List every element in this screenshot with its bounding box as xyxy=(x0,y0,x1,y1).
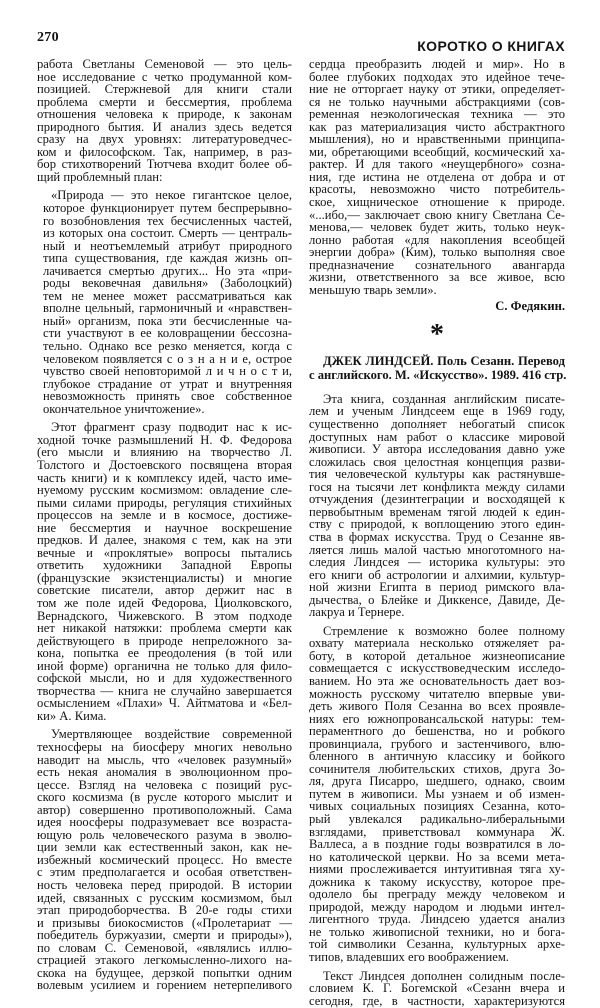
text-line: следия Линдсея — историка культуры: это xyxy=(309,555,565,570)
text-line: тем не менее может рассматриваться как xyxy=(43,288,292,303)
text-line: рактер. И для такого «неущербного» созна- xyxy=(309,157,565,172)
text-line: ность человека перед природой. В истории xyxy=(37,878,292,892)
text-line: провинциала, грубого и застенчивого, влю- xyxy=(309,736,565,751)
text-line: ное исследование с четко продуманной ком- xyxy=(37,69,292,84)
text-line: творчества — книга не случайно завершается xyxy=(37,683,292,698)
text-line: с английского. М. «Искусство». 1989. 416 стр. xyxy=(309,367,567,382)
text-line: ной жизни Египта в период римского вла- xyxy=(309,580,565,595)
text-line: цессе. Взгляд на человека с позиций рус- xyxy=(37,777,292,792)
review-signature: С. Федякин. xyxy=(495,299,565,314)
text-line: можность русскому читателю впервые уви- xyxy=(309,686,565,701)
text-line: но католической церкви. Но за всеми мета- xyxy=(309,849,565,864)
text-line: Умертвляющее воздействие современной xyxy=(51,727,292,742)
text-line: «Природа — это некое гигантское целое, xyxy=(51,188,292,203)
text-line: Стремление к возможно более полному xyxy=(323,623,565,638)
text-line: Толстого и Достоевского посвящена вторая xyxy=(37,457,292,472)
text-line: наводит на мысль, что «человек разумный» xyxy=(37,752,292,767)
text-line: ние бессмертия и научное воскрешение xyxy=(37,520,292,535)
text-line: дожника к такому искусству, которое пре- xyxy=(309,874,565,889)
text-line: Вернадского, Чижевского. В этом подходе xyxy=(37,608,292,623)
paragraph xyxy=(309,393,565,619)
text-line: нет никакой натяжки: проблема смерти как xyxy=(37,621,292,636)
text-line: ляется лишь малой частью многотомного на- xyxy=(309,542,565,557)
text-line: ству с природой, к воплощению этого един- xyxy=(309,517,565,532)
text-line: ходной точке размышлений Н. Ф. Федорова xyxy=(37,432,292,447)
text-line: ниями прослеживается интуитивная тяга ху- xyxy=(309,862,565,877)
text-line: меньшую тварь земли». xyxy=(309,282,437,297)
text-line: ние не отторгает науку от этики, определяет- xyxy=(309,82,565,97)
text-line: бленного в античную классику и бойкого xyxy=(309,749,565,764)
paragraph xyxy=(37,58,292,183)
text-line: пераментного до бешенства, но и робкого xyxy=(309,724,565,739)
text-line: «...ибо,— заключает свою книгу Светлана Се- xyxy=(309,207,565,222)
text-line: мышления), но и нравственными принципа- xyxy=(309,132,565,147)
text-line: типа существования, где каждая жизнь оп- xyxy=(43,251,292,266)
text-line: сегодня, где, в частности, характеризуются xyxy=(309,993,565,1008)
text-line: лачивается смертью других... Но эта «при- xyxy=(43,263,292,278)
text-line: осмыслением «Плахи» Ч. Айтматова и «Бел- xyxy=(37,696,292,711)
text-line: лонно работая «для накопления всеобщей xyxy=(309,232,565,247)
text-line: рый увлекался радикально-либеральными xyxy=(309,811,565,826)
text-line: природой, между народом и людьми интел- xyxy=(309,899,565,914)
text-line: (французские экзистенциалисты) и многие xyxy=(37,570,292,585)
text-line: ства в формах искусства. Труд о Сезанне яв- xyxy=(309,529,565,544)
text-line: сочинителя любительских стихов, друга Зо- xyxy=(309,761,565,776)
text-line: природного бытия. И анализ здесь ведется xyxy=(37,119,292,134)
text-line: жизни, ответственного за все живое, всю xyxy=(309,270,565,285)
text-line: этап природоборчества. В 20-е годы стихи xyxy=(37,903,292,918)
text-line: часть книги) и к комплексу идей, часто име- xyxy=(37,470,292,485)
text-line: страцией этакого легкомысленно-лихого на- xyxy=(37,953,292,968)
text-line: и призывы биокосмистов («Пролетариат — xyxy=(37,915,292,930)
text-line: ответить художники Западной Европы xyxy=(37,558,292,573)
text-line: ДЖЕК ЛИНДСЕЙ. Поль Сезанн. Перевод xyxy=(323,353,565,368)
text-line: лигентного труда. Линдсею удается анализ xyxy=(309,912,565,927)
text-line: сложилась своя целостная концепция разви- xyxy=(309,454,565,469)
text-line: победитель буржуазии, смерти и природы»), xyxy=(37,928,292,943)
text-line: его книги об астрологии и алхимии, культур- xyxy=(309,567,565,582)
text-line: работа Светланы Семеновой — это цель- xyxy=(37,57,292,71)
text-line: проблема смерти и бессмертия, проблема xyxy=(37,94,292,109)
text-line: более глубоких подходах это идейное тече- xyxy=(309,69,565,84)
text-line: ременная неэкологическая техника — это xyxy=(309,107,565,122)
text-line: ком и философском. Так, например, в раз- xyxy=(37,144,292,159)
page-number: 270 xyxy=(37,30,59,45)
text-line: Текст Линдсея дополнен солидным после- xyxy=(323,968,565,983)
text-line: по словам С. Семеновой, «являлись иллю- xyxy=(37,940,292,955)
text-line: сразу на двух уровнях: литературоведчес- xyxy=(37,132,292,147)
text-line: избежный космический процесс. Но вместе xyxy=(37,852,292,867)
text-line: том же поле идей Федорова, Циолковского, xyxy=(37,595,292,610)
text-line: позицией. Стержневой для книги стали xyxy=(37,82,292,97)
text-line: чувство своей неповторимой л и ч н о с т и, xyxy=(43,364,292,379)
text-line: ния, где истина не отделена от добра и от xyxy=(309,169,565,184)
text-line: бор стихотворений Тютчева входит более об- xyxy=(37,157,292,172)
text-line: советские писатели, автор держит нас в xyxy=(37,583,292,598)
text-line: скока на будущее, дерзкой попытки одним xyxy=(37,965,292,980)
text-line: ское, хищническое отношение к природе. xyxy=(309,195,565,210)
text-line: ля, друга Писарро, шедшего, однако, своим xyxy=(309,774,565,789)
text-line: автор) совершенно противоположный. Сама xyxy=(37,802,292,817)
text-line: идей, связанных с русским космизмом, был xyxy=(37,890,292,905)
right-column xyxy=(309,58,565,1007)
paragraph xyxy=(309,58,565,296)
text-line: словием К. Г. Богемской «Сезанн вчера и xyxy=(309,981,565,996)
text-line: предназначение сознательного авангарда xyxy=(309,257,565,272)
text-line: волевым усилием и горением нетерпеливого xyxy=(37,978,292,993)
text-line: лакруа и Тернере. xyxy=(309,605,405,620)
text-line: живописи. У автора исследования давно уже xyxy=(309,442,565,457)
paragraph xyxy=(37,728,292,991)
text-line: процессов на земле и в космосе, достиже- xyxy=(37,508,292,523)
text-line: которое функционирует путем беспрерывно- xyxy=(43,201,292,216)
text-line: кона, попытка ее преодоления (в той или xyxy=(37,646,292,661)
text-line: идея ноосферы подразумевает все возраста- xyxy=(37,815,292,830)
text-line: роды вековечная давильня» (Заболоцкий) xyxy=(43,276,292,291)
text-line: совмещается с искусствоведческим исследо- xyxy=(309,661,565,676)
block-quote xyxy=(37,189,292,415)
text-line: вечные и «проклятые» вопросы пытались xyxy=(37,545,292,560)
text-line: красоты, невозможно чисто потребитель- xyxy=(309,182,565,197)
text-line: отчуждения (дезинтеграции и восходящей к xyxy=(309,492,565,507)
text-line: тия человеческой культуры как растянувше- xyxy=(309,467,565,482)
text-line: предков. И далее, знакомя с тем, как на эти xyxy=(37,533,292,548)
text-line: Этот фрагмент сразу подводит нас к ис- xyxy=(51,420,292,435)
paragraph xyxy=(309,970,565,1008)
text-line: ции земли как естественный закон, как не- xyxy=(37,840,292,855)
text-line: ющую роль человеческого разума в эволю- xyxy=(37,827,292,842)
paragraph xyxy=(309,625,565,964)
text-line: невозможность принять свое собственное xyxy=(43,389,292,404)
text-line: го возобновления тех бесчисленных частей, xyxy=(43,213,292,228)
text-line: человеком появляется с о з н а н и е, острое xyxy=(43,351,292,366)
text-line: софской мысли, но и для художественного xyxy=(37,671,292,686)
text-line: с этим предполагается и особая ответствен- xyxy=(37,865,292,880)
text-line: есть некая аномалия в эволюционном про- xyxy=(37,765,292,780)
text-line: боту, в которой детальное жизнеописание xyxy=(309,648,565,663)
text-line: лем и ученым Линдсеем еще в 1969 году, xyxy=(309,404,565,419)
text-line: ный» организм, пока эти бесчисленные ча- xyxy=(43,313,292,328)
text-line: первобытным временам тягой людей к един- xyxy=(309,504,565,519)
text-line: сердца преобразить людей и мир». Но в xyxy=(309,57,565,71)
asterisk-separator-icon: * xyxy=(430,318,444,350)
book-heading xyxy=(309,355,565,383)
text-line: нуемому русским космизмом: овладение сле- xyxy=(37,483,292,498)
text-line: Эта книга, созданная английским писате- xyxy=(323,391,565,406)
text-line: Валлеса, а в поздние годы возвратился в ло- xyxy=(309,837,565,852)
text-line: взглядами, приветствовал коммунара Ж. xyxy=(309,824,565,839)
text-line: ниях его южнопровансальской натуры: тем- xyxy=(309,711,565,726)
text-line: отношения человека к природе, к законам xyxy=(37,107,292,122)
text-line: путем в живописи. Мы узнаем и об измен- xyxy=(309,786,565,801)
text-line: ки» А. Кима. xyxy=(37,708,107,723)
text-line: как раз материализация чисто абстрактного xyxy=(309,119,565,134)
text-line: (его мысли и влиянию на творчество Л. xyxy=(37,445,292,460)
text-line: деть живого Поля Сезанна во всех проявле- xyxy=(309,699,565,714)
text-line: энергии добра» (Ким), только выполняя свое xyxy=(309,245,565,260)
text-line: не только живописной техники, но и бога- xyxy=(309,924,565,939)
text-line: гося на тысячи лет конфликта между силами xyxy=(309,479,565,494)
text-line: пыми силами природы, регуляция стихийных xyxy=(37,495,292,510)
text-line: глубокое страдание от утрат и внутренняя xyxy=(43,376,292,391)
text-line: сти участвуют в ее коловращении бессозна- xyxy=(43,326,292,341)
text-line: доступных нам работ о классике мировой xyxy=(309,429,565,444)
text-line: вполне цельный, гармоничный и «нравствен- xyxy=(43,301,292,316)
running-head: КОРОТКО О КНИГАХ xyxy=(417,38,565,54)
text-line: щий проблемный план: xyxy=(37,169,163,184)
text-line: из которых она состоит. Смерть — централь- xyxy=(43,226,292,241)
text-line: ный и неотъемлемый атрибут природного xyxy=(43,238,292,253)
text-line: одолело бы преграду между человеком и xyxy=(309,887,565,902)
text-line: действующего в природе непреложного за- xyxy=(37,633,292,648)
text-line: ся не только научными абстракциями (сов- xyxy=(309,94,565,109)
text-line: той символики Сезанна, культурных архе- xyxy=(309,937,565,952)
text-line: окончательное уничтожение». xyxy=(43,401,205,416)
text-line: тельно. Однако все резко меняется, когда с xyxy=(43,339,292,354)
left-column xyxy=(37,58,292,992)
text-line: ского космизма (в русле которого мыслит и xyxy=(37,790,292,805)
text-line: иной форме) органична не только для фило- xyxy=(37,658,292,673)
paragraph xyxy=(37,421,292,722)
text-line: техносферы на биосферу многих невольно xyxy=(37,739,292,754)
text-line: охвату материала несколько отяжеляет ра- xyxy=(309,636,565,651)
text-line: ми, обретающими всеобщий, космический ха- xyxy=(309,144,565,159)
text-line: типов, владевших его воображением. xyxy=(309,950,509,964)
text-line: дычества, о Блейке и Диккенсе, Давиде, Де- xyxy=(309,592,565,607)
text-line: чивых социальных позициях Сезанна, кото- xyxy=(309,799,565,814)
text-line: менова,— человек будет жить, только неук- xyxy=(309,220,565,235)
text-line: существенно дополняет небогатый список xyxy=(309,417,565,432)
text-line: ванием. Но эта же основательность дает воз- xyxy=(309,673,565,688)
